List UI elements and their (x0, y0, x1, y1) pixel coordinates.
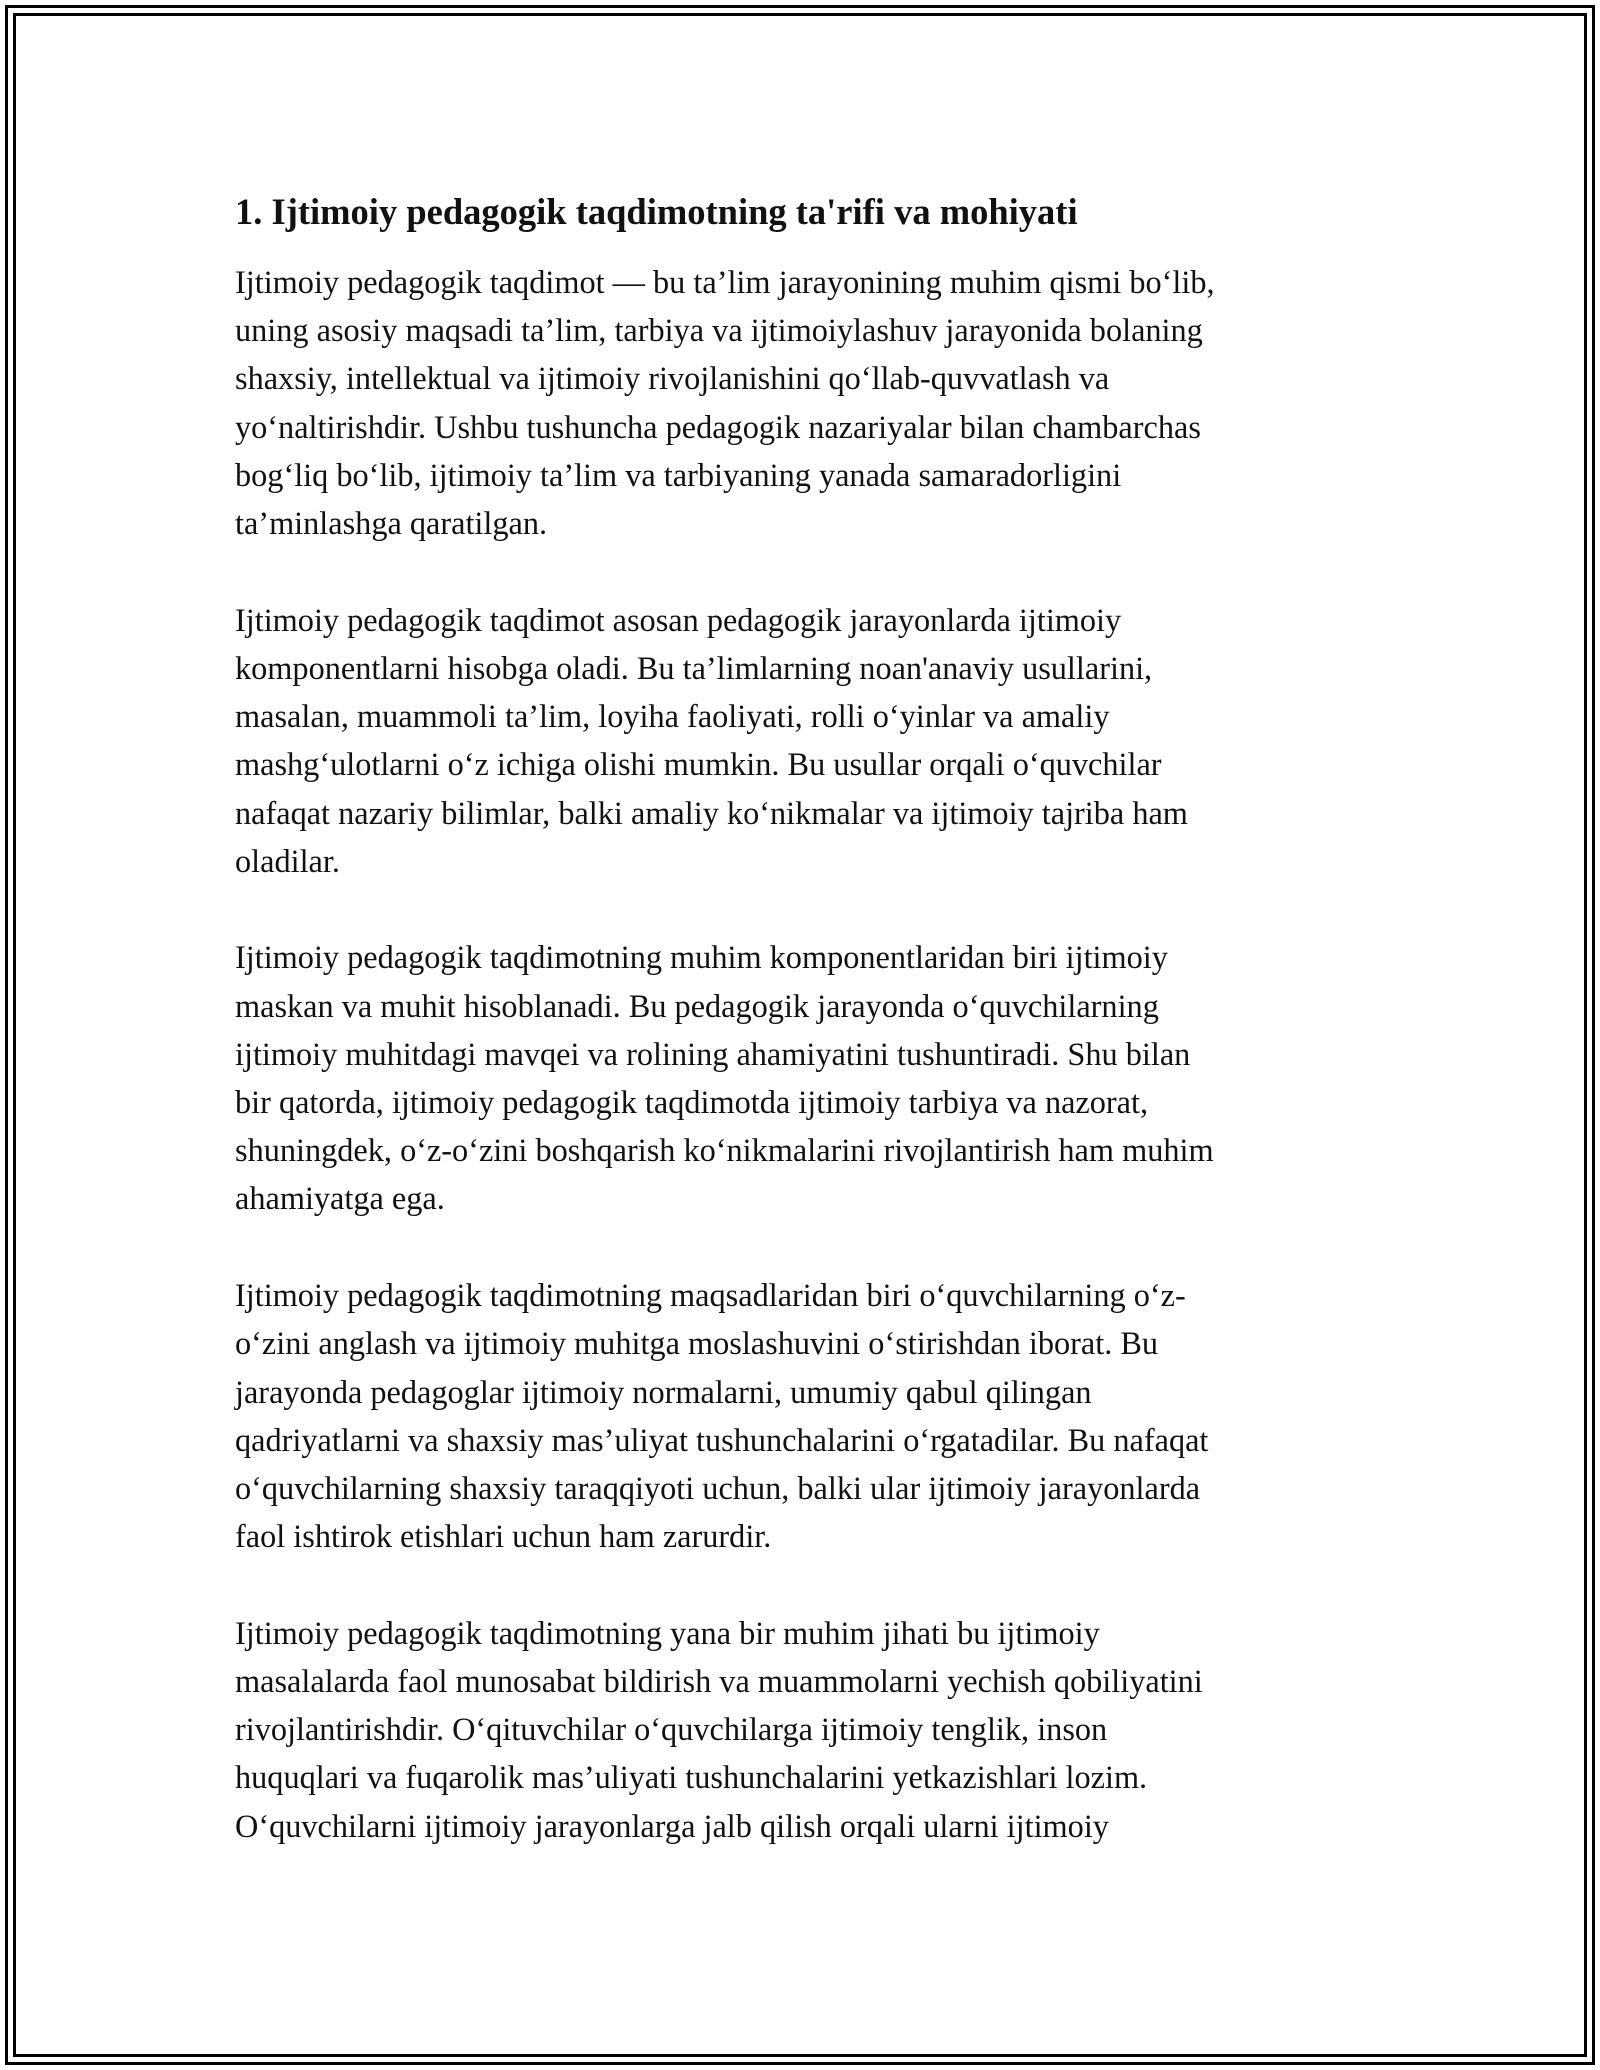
paragraph (235, 1609, 1365, 1850)
paragraph-line: maskan va muhit hisoblanadi. Bu pedagogik jarayonda o‘quvchilarning (235, 987, 1159, 1024)
paragraph-line: qadriyatlarni va shaxsiy mas’uliyat tushunchalarini o‘rgatadilar. Bu nafaqat (235, 1421, 1209, 1458)
paragraph-line: shaxsiy, intellektual va ijtimoiy rivojlanishini qo‘llab-quvvatlash va (235, 360, 1110, 397)
paragraph-line: Ijtimoiy pedagogik taqdimotning maqsadlaridan biri o‘quvchilarning o‘z- (235, 1277, 1186, 1314)
paragraph-line: o‘zini anglash va ijtimoiy muhitga moslashuvini o‘stirishdan iborat. Bu (235, 1325, 1159, 1362)
paragraph (235, 258, 1365, 547)
document-body (235, 188, 1365, 1898)
paragraph-line: mashg‘ulotlarni o‘z ichiga olishi mumkin. Bu usullar orqali o‘quvchilar (235, 746, 1162, 783)
paragraph-line: ijtimoiy muhitdagi mavqei va rolining ahamiyatini tushuntiradi. Shu bilan (235, 1035, 1191, 1072)
paragraph-list (235, 258, 1365, 1850)
paragraph-line: yo‘naltirishdir. Ushbu tushuncha pedagogik nazariyalar bilan chambarchas (235, 408, 1201, 445)
paragraph-line: Ijtimoiy pedagogik taqdimot asosan pedagogik jarayonlarda ijtimoiy (235, 601, 1122, 638)
paragraph (235, 596, 1365, 885)
paragraph-line: bog‘liq bo‘lib, ijtimoiy ta’lim va tarbiyaning yanada samaradorligini (235, 456, 1122, 493)
paragraph-line: Ijtimoiy pedagogik taqdimotning yana bir muhim jihati bu ijtimoiy (235, 1614, 1100, 1651)
paragraph-line: nafaqat nazariy bilimlar, balki amaliy ko‘nikmalar va ijtimoiy tajriba ham (235, 794, 1188, 831)
paragraph-line: jarayonda pedagoglar ijtimoiy normalarni, umumiy qabul qilingan (235, 1373, 1092, 1410)
paragraph-line: o‘quvchilarning shaxsiy taraqqiyoti uchun, balki ular ijtimoiy jarayonlarda (235, 1469, 1201, 1506)
paragraph-line: masalalarda faol munosabat bildirish va muammolarni yechish qobiliyatini (235, 1663, 1203, 1700)
paragraph-line: O‘quvchilarni ijtimoiy jarayonlarga jalb qilish orqali ularni ijtimoiy (235, 1807, 1109, 1844)
paragraph-line: faol ishtirok etishlari uchun ham zarurdir. (235, 1518, 772, 1555)
paragraph-line: masalan, muammoli ta’lim, loyiha faoliyati, rolli o‘yinlar va amaliy (235, 698, 1110, 735)
section-heading: 1. Ijtimoiy pedagogik taqdimotning ta'rifi va mohiyati (235, 191, 1078, 232)
paragraph-line: oladilar. (235, 842, 340, 879)
paragraph (235, 1271, 1365, 1560)
paragraph-line: Ijtimoiy pedagogik taqdimot — bu ta’lim jarayonining muhim qismi bo‘lib, (235, 264, 1215, 300)
paragraph-line: bir qatorda, ijtimoiy pedagogik taqdimotda ijtimoiy tarbiya va nazorat, (235, 1084, 1149, 1121)
paragraph-line: rivojlantirishdir. O‘qituvchilar o‘quvchilarga ijtimoiy tenglik, inson (235, 1711, 1108, 1748)
paragraph (235, 933, 1365, 1222)
paragraph-line: shuningdek, o‘z-o‘zini boshqarish ko‘nikmalarini rivojlantirish ham muhim (235, 1132, 1214, 1169)
paragraph-line: huquqlari va fuqarolik mas’uliyati tushunchalarini yetkazishlari lozim. (235, 1759, 1148, 1796)
paragraph-line: ahamiyatga ega. (235, 1180, 445, 1217)
paragraph-line: komponentlarni hisobga oladi. Bu ta’limlarning noan'anaviy usullarini, (235, 649, 1153, 686)
paragraph-line: ta’minlashga qaratilgan. (235, 505, 548, 542)
paragraph-line: Ijtimoiy pedagogik taqdimotning muhim komponentlaridan biri ijtimoiy (235, 939, 1168, 976)
paragraph-line: uning asosiy maqsadi ta’lim, tarbiya va ijtimoiylashuv jarayonida bolaning (235, 312, 1203, 349)
